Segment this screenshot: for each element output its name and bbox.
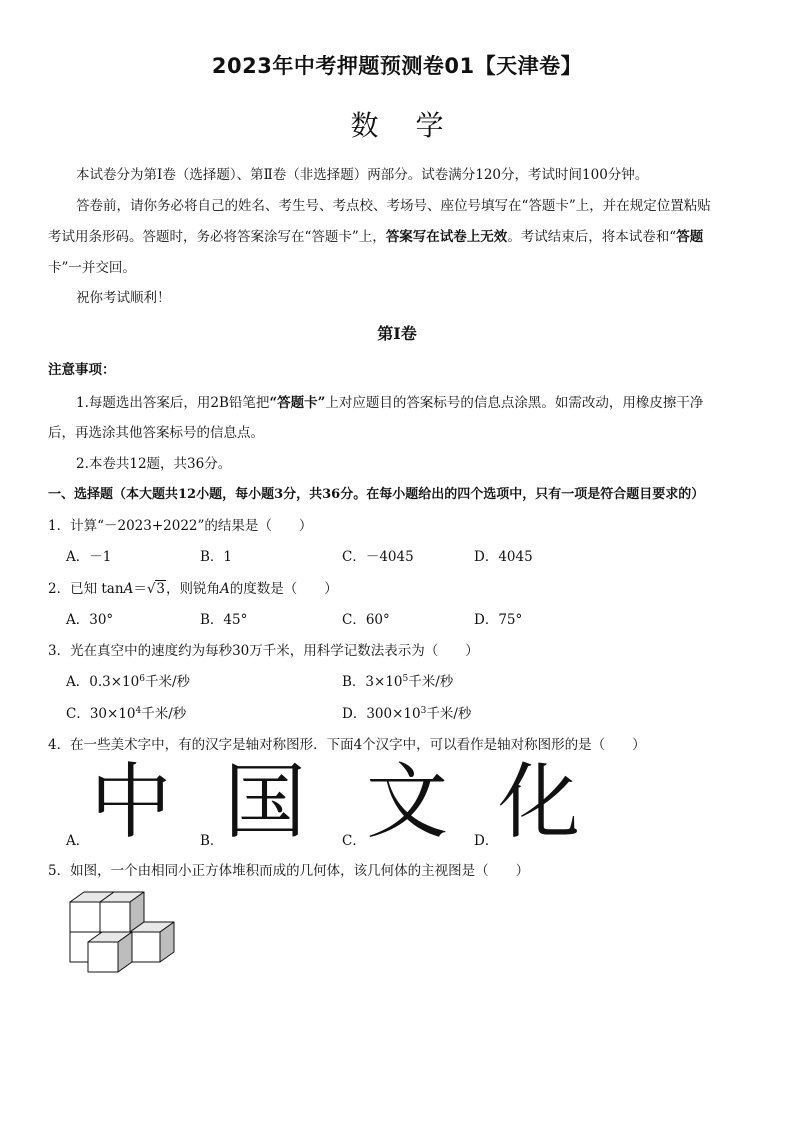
q3-a-exponent: 6 [139,674,145,684]
intro-line-4: 卡”一并交回。 [48,260,136,276]
q2-option-a: A．30° [66,612,114,628]
q4-character-d: 化 [498,755,581,850]
q1-option-a: A．－1 [66,549,112,565]
cube-stack-figure [60,888,190,980]
q2-option-d: D．75° [474,612,523,628]
q3-option-b [342,667,453,697]
intro-line-3 [48,222,703,252]
q4-character-a: 中 [90,755,173,850]
q5-stem: 5．如图，一个由相同小正方体堆积而成的几何体，该几何体的主视图是（ ） [48,863,530,879]
intro-emphasis: 答案写在试卷上无效 [385,229,508,245]
q3-b-base: B．3×10 [342,674,403,690]
intro-line-1: 本试卷分为第Ⅰ卷（选择题）、第Ⅱ卷（非选择题）两部分。试卷满分120分，考试时间100分钟。 [76,167,649,183]
intro-line-2: 答卷前，请你务必将自己的姓名、考生号、考点校、考场号、座位号填写在“答题卡”上，并在规定位置粘贴 [76,198,711,214]
section-title: 第Ⅰ卷 [377,324,417,343]
part1-heading: 一、选择题（本大题共12小题，每小题3分，共36分。在每小题给出的四个选项中，只有一项是符合题目要求的） [48,487,705,502]
subject-title: 数 学 [350,109,458,142]
q2-stem-part: 2．已知 tan [48,581,124,597]
q2-option-b: B．45° [200,612,248,628]
q1-stem: 1．计算“－2023+2022”的结果是（ ） [48,518,313,534]
q3-option-d [342,699,471,729]
q4-option-c: C． [342,833,366,849]
q3-a-unit: 千米/秒 [144,674,191,690]
q4-character-c: 文 [366,755,449,850]
intro-line-3-part: 考试用条形码。答题时，务必将答案涂写在“答题卡”上， [48,229,386,245]
note-1-part: 1.每题选出答案后，用2B铅笔把 [76,395,270,411]
q3-d-exponent: 3 [420,706,427,716]
q1-option-d: D．4045 [474,549,533,565]
note-1 [76,388,703,418]
q4-option-d: D． [474,833,499,849]
q3-option-c [66,699,186,729]
q3-b-exponent: 5 [402,674,409,684]
intro-emphasis: 答题 [676,229,704,245]
q3-a-base: A．0.3×10 [66,674,140,690]
q4-option-b: B． [200,833,224,849]
intro-wish: 祝你考试顺利！ [76,290,171,306]
q4-character-b: 国 [224,755,307,850]
note-1-emphasis: “答题卡” [269,395,326,411]
q3-stem: 3．光在真空中的速度约为每秒30万千米，用科学记数法表示为（ ） [48,643,479,659]
intro-line-3-part: 。考试结束后，将本试卷和“ [507,229,677,245]
q3-c-exponent: 4 [135,706,142,716]
q2-stem-part: ＝ [133,581,147,597]
q2-option-c: C．60° [342,612,390,628]
q2-stem-part: 的度数是（ ） [229,581,338,597]
q3-option-a [66,667,190,697]
q2-variable: A [220,581,230,597]
q1-option-b: B．1 [200,549,233,565]
note-1-part: 上对应题目的答案标号的信息点涂黑。如需改动，用橡皮擦干净 [325,395,704,411]
note-2: 2.本卷共12题，共36分。 [76,456,232,472]
q4-option-a: A． [66,833,90,849]
q3-b-unit: 千米/秒 [408,674,454,690]
note-1-cont: 后，再选涂其他答案标号的信息点。 [48,425,264,441]
q2-stem-part: ，则锐角 [166,581,221,597]
q3-d-base: D．300×10 [342,706,421,722]
q2-variable: A [123,581,134,597]
q2-stem: 2．已知 tanA＝√3，则锐角A的度数是（ ） [48,581,338,597]
exam-title: 2023年中考押题预测卷01【天津卷】 [211,54,583,78]
q3-c-unit: 千米/秒 [141,706,187,722]
q2-radicand: 3 [156,581,166,597]
notes-heading: 注意事项： [48,362,116,378]
q1-option-c: C．－4045 [342,549,414,565]
q3-d-unit: 千米/秒 [426,706,472,722]
q3-c-base: C．30×10 [66,706,136,722]
q4-stem: 4．在一些美术字中，有的汉字是轴对称图形．下面4个汉字中，可以看作是轴对称图形的是（ ） [48,737,646,753]
